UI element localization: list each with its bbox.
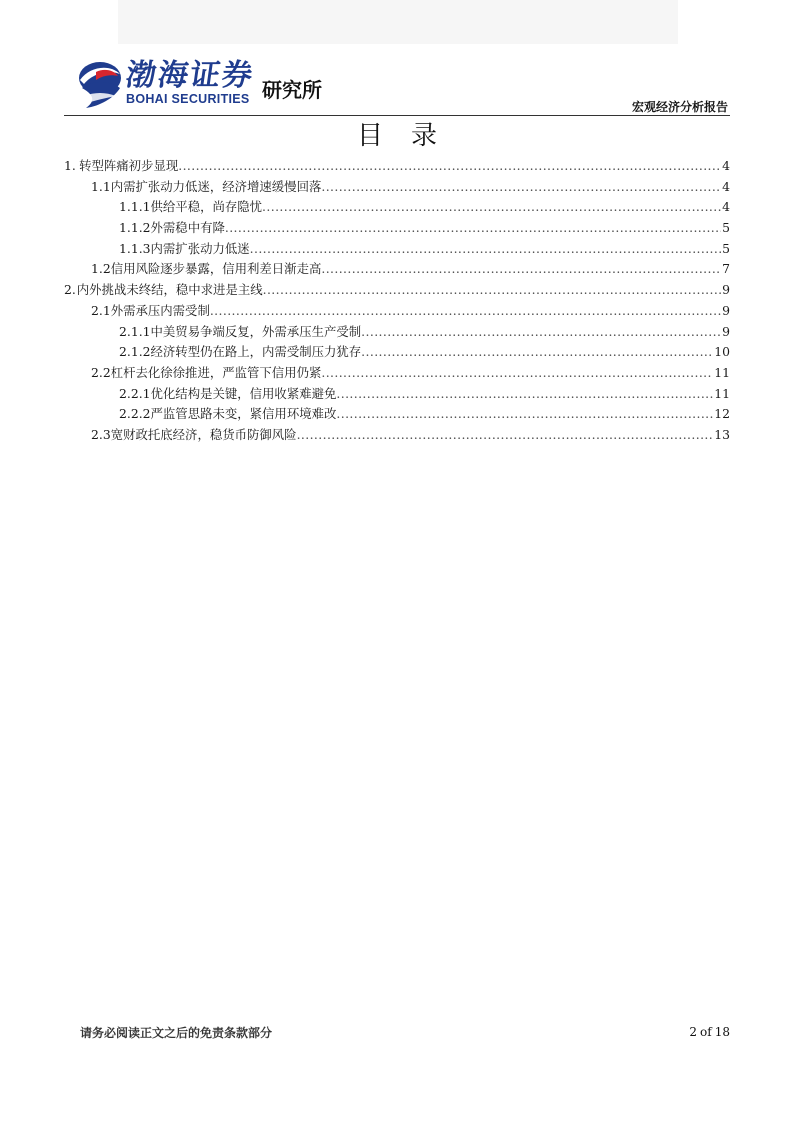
logo-chinese-name: 渤海证券: [123, 58, 257, 93]
toc-dot-leader: [210, 303, 721, 318]
toc-entry[interactable]: [64, 301, 730, 322]
toc-entry[interactable]: [64, 156, 730, 177]
toc-entry-page: 13: [714, 426, 730, 442]
toc-dot-leader: [263, 282, 721, 297]
toc-entry-number: 2.1: [91, 302, 111, 318]
toc-entry[interactable]: [64, 218, 730, 239]
toc-entry[interactable]: [64, 363, 730, 384]
toc-entry-page: 4: [722, 199, 730, 215]
table-of-contents: [64, 156, 730, 446]
toc-dot-leader: [336, 386, 713, 401]
institute-label: 研究所: [262, 78, 322, 102]
toc-entry-label: 外需承压内需受制: [110, 302, 210, 318]
toc-entry-number: 1.1.3: [119, 240, 151, 256]
toc-dot-leader: [297, 427, 714, 442]
toc-entry[interactable]: [64, 259, 730, 280]
toc-entry[interactable]: [64, 177, 730, 198]
toc-entry-page: 10: [714, 344, 730, 360]
toc-entry[interactable]: [64, 384, 730, 405]
toc-entry-label: 宽财政托底经济，稳货币防御风险: [110, 426, 297, 442]
report-type: 宏观经济分析报告: [631, 100, 728, 114]
toc-entry-page: 5: [722, 240, 730, 256]
toc-entry[interactable]: [64, 404, 730, 425]
toc-entry-number: 1.: [64, 158, 76, 173]
toc-entry-page: 4: [722, 178, 730, 194]
toc-entry-number: 1.1.2: [119, 220, 151, 236]
toc-dot-leader: [321, 179, 721, 194]
toc-entry[interactable]: [64, 197, 730, 218]
toc-entry-label: 经济转型仍在路上，内需受制压力犹存: [150, 344, 362, 360]
toc-entry-label: 内需扩张动力低迷，经济增速缓慢回落: [110, 178, 322, 194]
toc-entry-label: 信用风险逐步暴露，信用利差日渐走高: [110, 261, 322, 277]
toc-entry-number: 2.2.2: [119, 406, 151, 422]
page-number: [686, 1025, 730, 1039]
disclaimer-note: 请务必阅读正文之后的免责条款部分: [80, 1026, 273, 1040]
toc-entry-label: 转型阵痛初步显现: [79, 158, 179, 173]
toc-entry-page: 5: [722, 220, 730, 236]
toc-entry-label: 内外挑战未终结，稳中求进是主线: [76, 282, 263, 298]
toc-dot-leader: [225, 220, 721, 235]
toc-dot-leader: [250, 241, 721, 256]
toc-entry-number: 2.1.2: [119, 344, 151, 360]
toc-entry[interactable]: [64, 322, 730, 343]
toc-dot-leader: [321, 365, 713, 380]
toc-entry-label: 供给平稳，尚存隐忧: [150, 199, 263, 215]
toc-entry-number: 1.2: [91, 261, 111, 277]
toc-entry-number: 1.1.1: [119, 199, 151, 215]
toc-entry[interactable]: [64, 239, 730, 260]
page-current: 2: [689, 1025, 698, 1039]
toc-dot-leader: [336, 406, 713, 421]
toc-entry[interactable]: [64, 425, 730, 446]
toc-entry-page: 7: [722, 261, 730, 277]
toc-entry-number: 1.1: [91, 178, 111, 194]
toc-entry-label: 外需稳中有降: [150, 220, 225, 236]
toc-entry-page: 9: [722, 302, 730, 318]
toc-entry-label: 严监管思路未变，紧信用环境难改: [150, 406, 337, 422]
toc-entry-number: 2.2.1: [119, 385, 151, 401]
toc-entry-label: 中美贸易争端反复，外需承压生产受制: [150, 323, 362, 339]
toc-entry-page: 9: [722, 282, 730, 298]
toc-entry-label: 杠杆去化徐徐推进，严监管下信用仍紧: [110, 364, 322, 380]
toc-entry-label: 优化结构是关键，信用收紧难避免: [150, 385, 337, 401]
logo-english-name: BOHAI SECURITIES: [126, 92, 250, 106]
toc-entry-page: 11: [714, 364, 730, 380]
toc-entry-page: 11: [714, 385, 730, 401]
toc-entry-number: 2.: [64, 282, 76, 298]
toc-entry-page: 4: [722, 158, 730, 173]
toc-entry-number: 2.3: [91, 426, 111, 442]
toc-entry[interactable]: [64, 342, 730, 363]
bohai-logo: [76, 58, 348, 112]
page-total: 18: [714, 1025, 730, 1039]
toc-entry-page: 9: [722, 323, 730, 339]
toc-title: 目录: [356, 121, 465, 151]
page-of: of: [700, 1025, 712, 1039]
toc-entry-number: 2.1.1: [119, 323, 151, 339]
toc-entry[interactable]: [64, 280, 730, 301]
toc-dot-leader: [178, 158, 721, 173]
toc-entry-number: 2.2: [91, 364, 111, 380]
top-band: [118, 0, 678, 44]
bohai-logo-mark-icon: [76, 58, 124, 112]
toc-dot-leader: [262, 199, 721, 214]
toc-dot-leader: [321, 261, 721, 276]
toc-entry-page: 12: [714, 406, 730, 422]
toc-dot-leader: [361, 324, 721, 339]
toc-dot-leader: [361, 344, 713, 359]
toc-entry-label: 内需扩张动力低迷: [150, 240, 250, 256]
